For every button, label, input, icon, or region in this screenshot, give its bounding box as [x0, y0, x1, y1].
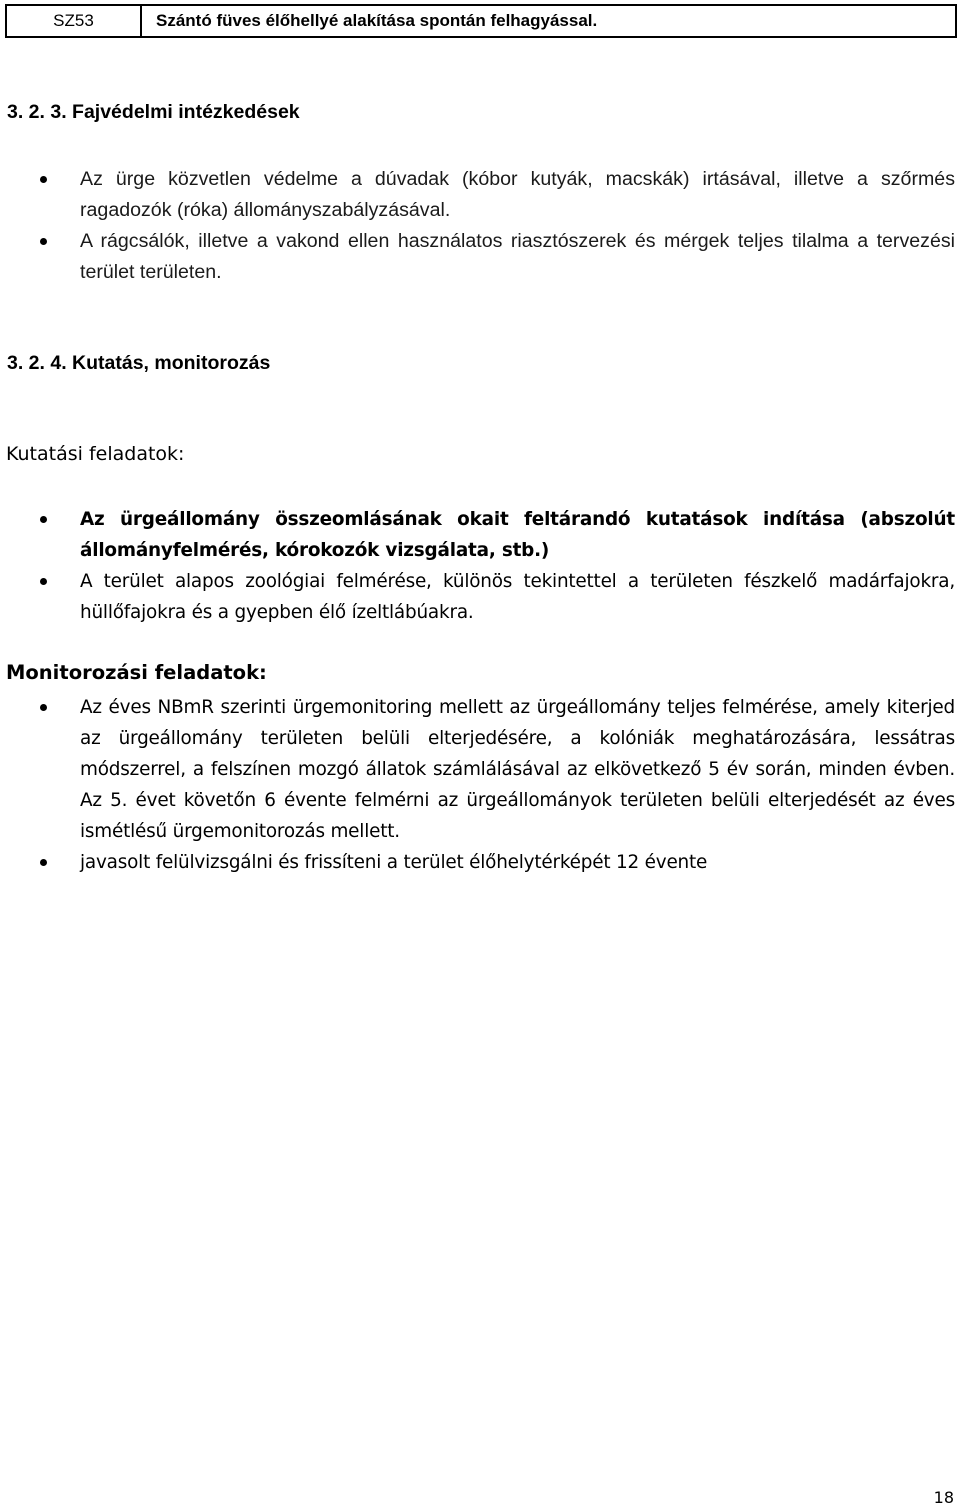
- section-heading-fajvedelem: 3. 2. 3. Fajvédelmi intézkedések: [7, 101, 300, 123]
- monitoring-list: [0, 692, 960, 878]
- page-header: [5, 4, 957, 38]
- document-code: SZ53: [7, 6, 142, 36]
- monitoring-label: Monitorozási feladatok:: [6, 661, 267, 684]
- bullet-icon: [40, 704, 47, 711]
- research-list: [0, 504, 960, 628]
- research-label: Kutatási feladatok:: [6, 443, 185, 465]
- page-number: 18: [933, 1488, 954, 1507]
- fajvedelem-list: [0, 164, 960, 288]
- document-title: Szántó füves élőhellyé alakítása spontán felhagyással.: [156, 11, 598, 30]
- list-item: A rágcsálók, illetve a vakond ellen használatos riasztószerek és mérgek teljes tilalma a tervezési terület területen.: [0, 226, 960, 288]
- list-item: javasolt felülvizsgálni és frissíteni a terület élőhelytérképét 12 évente: [0, 847, 960, 878]
- list-item: A terület alapos zoológiai felmérése, különös tekintettel a területen fészkelő madárfajokra, hüllőfajokra és a gyepben élő ízeltlábúakra.: [0, 566, 960, 628]
- bullet-icon: [40, 238, 47, 245]
- list-item: Az ürge közvetlen védelme a dúvadak (kóbor kutyák, macskák) irtásával, illetve a szőrmés ragadozók (róka) állományszabályzásával.: [0, 164, 960, 226]
- section-heading-kutatas: 3. 2. 4. Kutatás, monitorozás: [7, 352, 271, 374]
- list-item: Az ürgeállomány összeomlásának okait feltárandó kutatások indítása (abszolút állományfelmérés, kórokozók vizsgálata, stb.): [0, 504, 960, 566]
- bullet-icon: [40, 176, 47, 183]
- bullet-icon: [40, 516, 47, 523]
- bullet-icon: [40, 578, 47, 585]
- bullet-icon: [40, 859, 47, 866]
- list-item: Az éves NBmR szerinti ürgemonitoring mellett az ürgeállomány teljes felmérése, amely kiterjed az ürgeállomány területen belüli elterjedésére, a kolóniák meghatározására, lessátras módszerrel, a felszínen mozgó állatok számlálásával az elkövetkező 5 év során, minden évben. Az 5. évet követőn 6 évente felmérni az ürgeállományok területen belüli elterjedését az éves ismétlésű ürgemonitorozás mellett.: [0, 692, 960, 847]
